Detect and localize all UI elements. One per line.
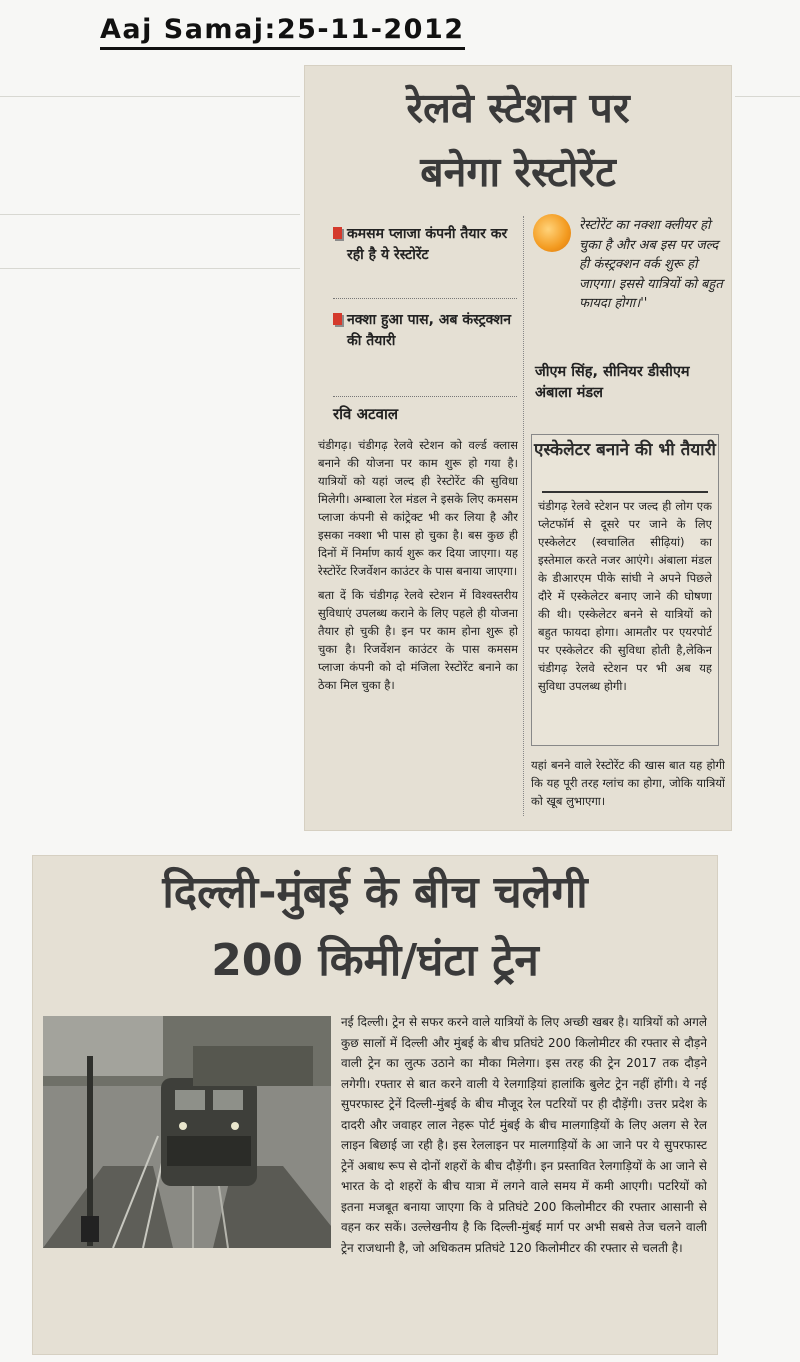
divider <box>333 396 517 397</box>
train-illustration <box>43 1016 331 1248</box>
background-rule <box>0 268 300 269</box>
bullet-text: कमसम प्लाजा कंपनी तैयार कर रही है ये रेस्टोरेंट <box>347 226 508 263</box>
body-paragraph: चंडीगढ़। चंडीगढ़ रेलवे स्टेशन को वर्ल्ड क्लास बनाने की योजना पर काम शुरू हो गया है। यात्रियों को यहां जल्द ही रेस्टोरेंट की सुविधा मिलेगी। अम्बाला रेल मंडल ने इसके लिए कमसम प्लाजा कंपनी से कांट्रेक्ट भी कर लिया है और इसका नक्शा भी पास हो चुका है। बस कुछ ही दिनों में निर्माण कार्य शुरू कर दिया जाएगा। यह रेस्टोरेंट रिजर्वेशन काउंटर के पास बनाया जाएगा। <box>318 438 518 578</box>
divider <box>542 491 708 493</box>
article-footer-text: यहां बनने वाले रेस्टोरेंट की खास बात यह होगी कि यह पूरी तरह ग्लांच का होगा, जोकि यात्रियों को खूब लुभाएगा। <box>531 758 725 808</box>
highlight-bullet <box>347 310 517 352</box>
train-photo <box>43 1016 331 1248</box>
byline: रवि अटवाल <box>333 405 398 423</box>
sidebar-text: चंडीगढ़ रेलवे स्टेशन पर जल्द ही लोग एक प्लेटफॉर्म से दूसरे पर जाने के लिए एस्केलेटर (स्वचालित सीढ़ियां) का इस्तेमाल करते नजर आएंगे। अंबाला मंडल के डीआरएम पीके सांघी ने अपने पिछले दौरे में एस्केलेटर बनाए जाने की घोषणा की थी। एस्केलेटर बनने से यात्रियों को बहुत फायदा होगा। आमतौर पर एयरपोर्ट पर एस्केलेटर की सुविधा होती है,लेकिन चंडीगढ़ रेलवे स्टेशन पर भी अब यह सुविधा उपलब्ध होगी। <box>538 499 712 693</box>
divider <box>333 298 517 299</box>
bullet-text: नक्शा हुआ पास, अब कंस्ट्रक्शन की तैयारी <box>347 312 512 349</box>
headline-line-2: बनेगा रेस्टोरेंट <box>420 148 616 196</box>
red-square-icon <box>333 313 342 325</box>
quote-author: जीएम सिंह, सीनियर डीसीएम अंबाला मंडल <box>535 364 690 401</box>
sidebar-title: एस्केलेटर बनाने की भी तैयारी <box>534 440 716 460</box>
news-clipping-train <box>33 856 717 1354</box>
background-rule <box>0 96 300 97</box>
headline-line-1: रेलवे स्टेशन पर <box>406 84 630 132</box>
body-paragraph: नई दिल्ली। ट्रेन से सफर करने वाले यात्रियों के लिए अच्छी खबर है। यात्रियों को अगले कुछ सालों में दिल्ली और मुंबई के बीच प्रतिघंटे 200 किलोमीटर की रफ्तार से दौड़ने वाली ट्रेन का लुत्फ उठाने का मौका मिलेगा। इस तरह की ट्रेन 2017 तक दौड़ने लगेगी। रफ्तार से बात करने वाली ये रेलगाड़ियां हालांकि बुलेट ट्रेन नहीं होंगी। ये नई सुपरफास्ट ट्रेनें दिल्ली-मुंबई के बीच मौजूद रेल पटरियों पर ही दौड़ेंगी। उत्तर प्रदेश के दादरी और जवाहर लाल नेहरू पोर्ट मुंबई के बीच मालगाड़ियों के लिए अलग से रेल लाइन बिछाई जा रही है। इस रेललाइन पर मालगाड़ियों के आ जाने पर ये सुपरफास्ट ट्रेनें अबाध रूप से दोनों शहरों के बीच दौड़ेंगी। इन प्रस्तावित रेलगाड़ियों के आ जाने से भारत के दो शहरों के बीच यात्रा में लगने वाले समय में कमी आएगी। पटरियों को इतना मजबूत बनाया जाएगा कि वे प्रतिघंटे 200 किलोमीटर की रफ्तार आसानी से वहन कर सकें। उल्लेखनीय है कि दिल्ली-मुंबई मार्ग पर अभी सबसे तेज चलने वाली ट्रेन राजधानी है, जो अधिकतम प्रतिघंटे 120 किलोमीटर की रफ्तार से चलती है। <box>341 1015 707 1255</box>
news-clipping-restaurant <box>305 66 731 830</box>
article-body <box>43 1012 707 1352</box>
sidebar-box <box>531 434 719 746</box>
clipping-source-date: Aaj Samaj:25-11-2012 <box>100 14 465 50</box>
article-body <box>318 436 518 816</box>
background-rule <box>0 214 300 215</box>
red-square-icon <box>333 227 342 239</box>
quote-circle-icon <box>533 214 571 252</box>
highlight-bullet <box>347 224 517 266</box>
pull-quote: रेस्टोरेंट का नक्शा क्लीयर हो चुका है और अब इस पर जल्द ही कंस्ट्रक्शन वर्क शुरू हो जाएगा। इससे यात्रियों को बहुत फायदा होगा।'' <box>579 218 723 311</box>
body-paragraph: बता दें कि चंडीगढ़ रेलवे स्टेशन में विश्वस्तरीय सुविधाएं उपलब्ध कराने के लिए पहले ही योजना तैयार हो चुकी है। इन पर काम होना शुरू हो चुका है। रिजर्वेशन काउंटर के पास कमसम प्लाजा कंपनी को दो मंजिला रेस्टोरेंट बनाने का ठेका मिल चुका है। <box>318 588 518 692</box>
column-divider <box>523 216 524 816</box>
headline-line-2: 200 किमी/घंटा ट्रेन <box>211 935 539 986</box>
background-rule <box>735 96 800 97</box>
headline-line-1: दिल्ली-मुंबई के बीच चलेगी <box>162 867 588 918</box>
